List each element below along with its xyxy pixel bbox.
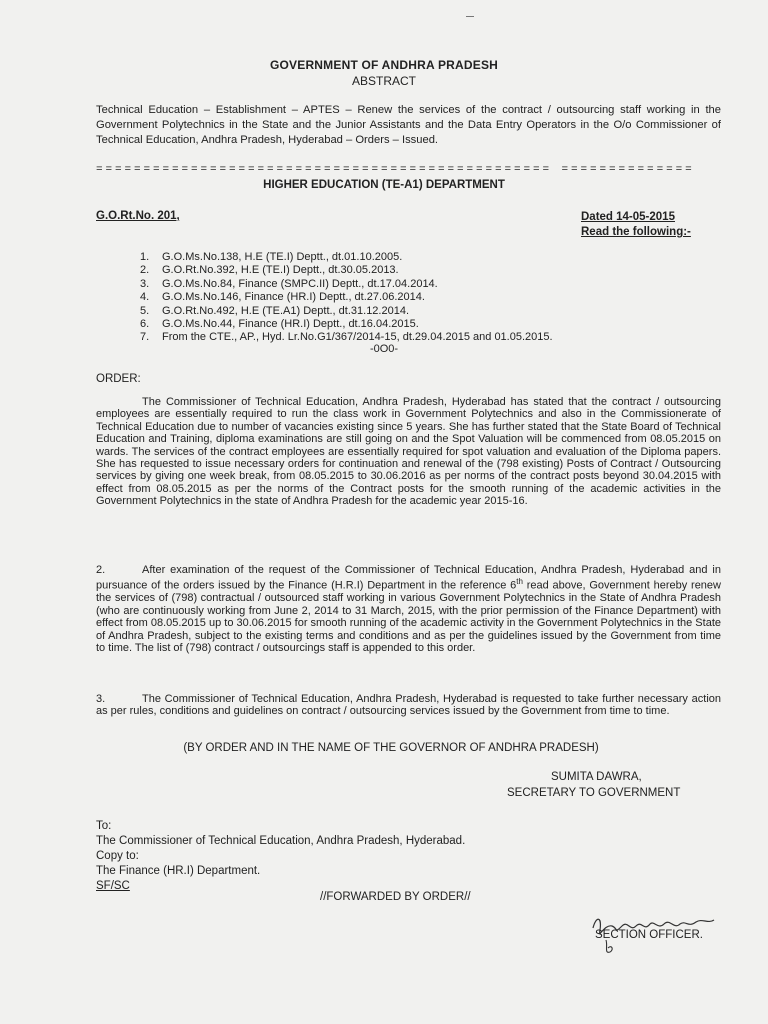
forwarded-line: //FORWARDED BY ORDER// bbox=[320, 891, 471, 903]
sfsc-label: SF/SC bbox=[96, 880, 130, 892]
dated-text: Dated 14-05-2015 bbox=[581, 211, 675, 223]
paragraph-text: The Commissioner of Technical Education, Andhra Pradesh, Hyderabad is requested to take further necessary action as per rules, conditions and guidelines on contract / outsourcing services issued by the Government from time to time. bbox=[96, 693, 721, 718]
section-divider: -0O0- bbox=[369, 343, 399, 355]
department-heading: HIGHER EDUCATION (TE-A1) DEPARTMENT bbox=[263, 179, 505, 191]
abstract-heading: ABSTRACT bbox=[351, 74, 416, 88]
paragraph-text: After examination of the request of the Commissioner of Technical Education, Andhra Pradesh, Hyderabad and in pursuance of the orders issued by the Finance (H.R.I) Department in the reference 6 bbox=[96, 564, 721, 593]
governor-line: (BY ORDER AND IN THE NAME OF THE GOVERNOR OF ANDHRA PRADESH) bbox=[183, 742, 599, 754]
reference-number: 2. bbox=[140, 264, 150, 277]
date-block bbox=[581, 210, 691, 240]
paragraph-number: 3. bbox=[96, 693, 106, 705]
reference-text: G.O.Rt.No.492, H.E (TE.A1) Deptt., dt.31.12.2014. bbox=[162, 304, 410, 317]
reference-item bbox=[140, 305, 553, 318]
read-following-text: Read the following:- bbox=[581, 226, 691, 238]
order-paragraph-1: The Commissioner of Technical Education, Andhra Pradesh, Hyderabad has stated that the contract / outsourcing employees are essentially required to run the class work in Government Polytechnics and also in the Commissionerate of Technical Education due to number of vacancies existing since 5 years. She has further stated that the State Board of Technical Education and Training, diploma examinations are still going on and the Spot Valuation will be commenced from 08.05.2015 on wards. The services of the contract employees are essentially required for spot valuation and evaluation of the Diploma papers. She has requested to issue necessary orders for continuation and renewal of the (798 existing) Posts of Contract / Outsourcing services by giving one week break, from 08.05.2015 to 30.06.2016 as per norms of the contract posts beyond 30.04.2015 with effect from 08.05.2015 as per the norms of the Contract posts for the smooth running of the academic activities in the Government Polytechnics in the state of Andhra Pradesh for the academic year 2015-16. bbox=[96, 396, 721, 508]
order-heading: ORDER: bbox=[96, 373, 141, 385]
signatory-name: SUMITA DAWRA, bbox=[551, 771, 642, 783]
reference-text: From the CTE., AP., Hyd. Lr.No.G1/367/2014-15, dt.29.04.2015 and 01.05.2015. bbox=[162, 331, 553, 344]
reference-number: 4. bbox=[140, 291, 150, 304]
reference-number: 7. bbox=[140, 331, 150, 344]
reference-number: 1. bbox=[140, 251, 150, 263]
section-officer-label: SECTION OFFICER. bbox=[595, 929, 703, 941]
superscript: th bbox=[516, 577, 523, 587]
reference-number: 5. bbox=[140, 304, 150, 317]
reference-item bbox=[140, 278, 553, 291]
reference-text: G.O.Ms.No.146, Finance (HR.I) Deptt., dt.27.06.2014. bbox=[162, 291, 425, 304]
go-number: G.O.Rt.No. 201, bbox=[96, 210, 180, 222]
reference-text: G.O.Ms.No.84, Finance (SMPC.II) Deptt., dt.17.04.2014. bbox=[162, 277, 438, 290]
order-paragraph-3 bbox=[96, 693, 721, 718]
reference-item bbox=[140, 264, 553, 277]
distribution-block bbox=[96, 819, 465, 894]
reference-text: G.O.Ms.No.138, H.E (TE.I) Deptt., dt.01.10.2005. bbox=[162, 251, 403, 263]
signatory-title: SECRETARY TO GOVERNMENT bbox=[507, 787, 681, 799]
government-heading: GOVERNMENT OF ANDHRA PRADESH bbox=[269, 58, 499, 72]
to-label: To: bbox=[96, 820, 112, 832]
subject-text: Technical Education – Establishment – APTES – Renew the services of the contract / outsourcing staff working in the Government Polytechnics in the State and the Junior Assistants and the Data Entry Operators in the O/o Commissioner of Technical Education, Andhra Pradesh, Hyderabad – Orders – Issued. bbox=[96, 104, 721, 146]
order-paragraph-2 bbox=[96, 564, 721, 655]
copy-label: Copy to: bbox=[96, 850, 139, 862]
copy-recipient: The Finance (HR.I) Department. bbox=[96, 865, 261, 877]
paragraph-text: read above, Government hereby renew the services of (798) contractual / outsourced staff working in various Government Polytechnics in the State of Andhra Pradesh (who are continuously working from June 2, 2014 to 31 March, 2015, with the prior permission of the Finance Department) with effect from 08.05.2015 up to 30.06.2015 for smooth running of the academic activity in the Government Polytechnics in the State of Andhra Pradesh, subject to the existing terms and conditions and as per the guidelines issued by the Government from time to time. The list of (798) contract / outsourcings staff is appended to this order. bbox=[96, 580, 721, 655]
reference-item bbox=[140, 318, 553, 331]
reference-number: 6. bbox=[140, 318, 150, 331]
scan-mark bbox=[466, 16, 474, 17]
reference-item bbox=[140, 291, 553, 304]
reference-number: 3. bbox=[140, 277, 150, 290]
references-list bbox=[140, 251, 553, 345]
to-recipient: The Commissioner of Technical Education, Andhra Pradesh, Hyderabad. bbox=[96, 835, 466, 847]
reference-text: G.O.Rt.No.392, H.E (TE.I) Deptt., dt.30.05.2013. bbox=[162, 264, 399, 277]
paragraph-number: 2. bbox=[96, 564, 106, 576]
reference-text: G.O.Ms.No.44, Finance (HR.I) Deptt., dt.16.04.2015. bbox=[162, 318, 419, 331]
reference-item bbox=[140, 251, 553, 264]
separator-line: ================================================ ============== bbox=[96, 164, 695, 176]
